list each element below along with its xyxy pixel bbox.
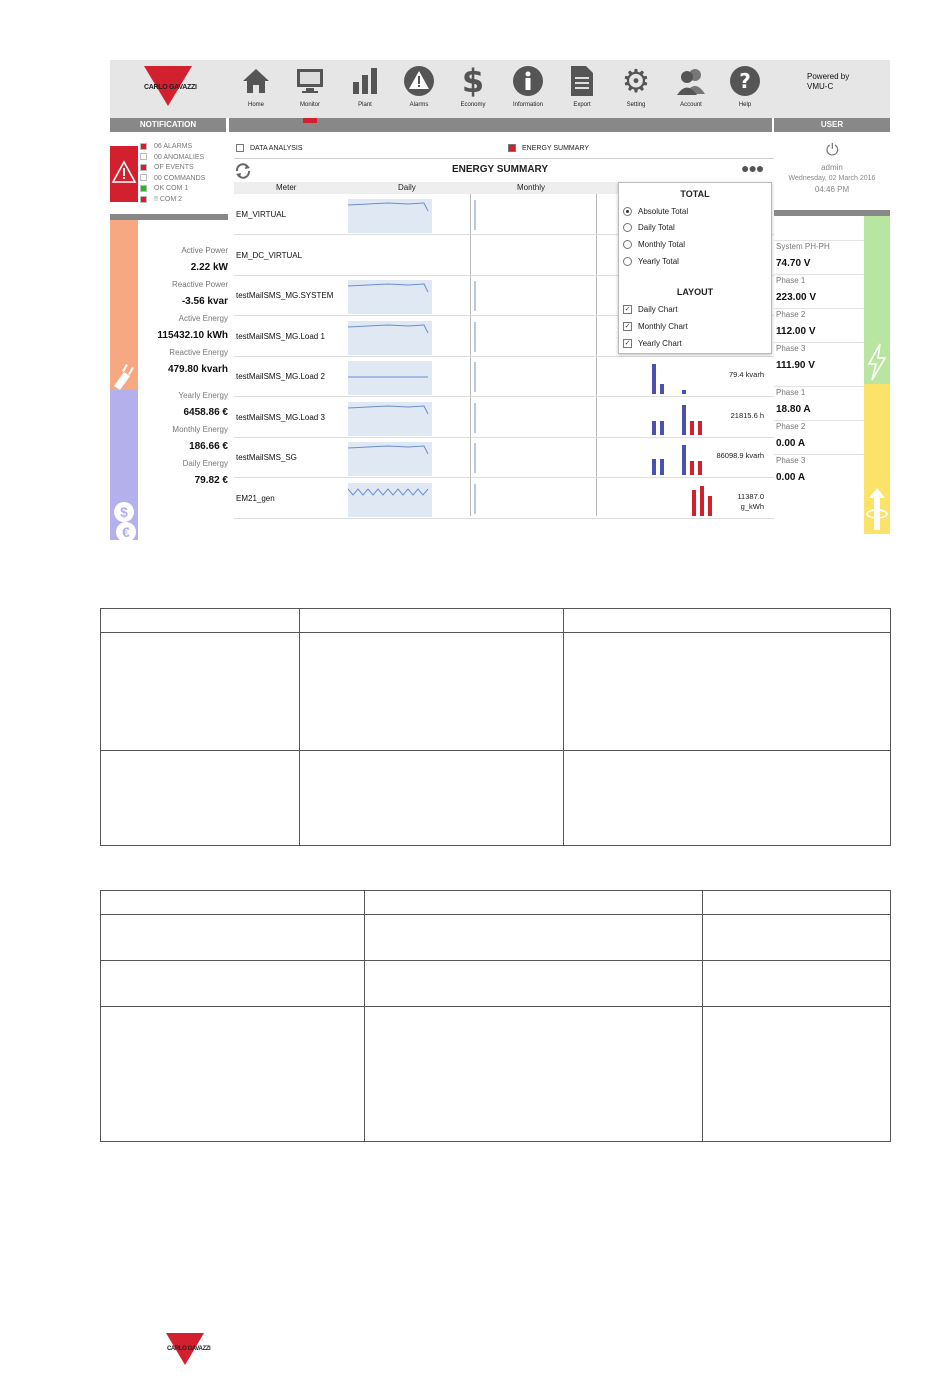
current-strip	[864, 384, 890, 534]
daily-chart	[348, 402, 432, 436]
divider	[234, 158, 774, 159]
monthly-chart	[474, 443, 476, 473]
checkbox-label: DATA ANALYSIS	[250, 144, 303, 152]
left-value: 186.66 €	[189, 441, 228, 452]
powered-by-product: VMU-C	[807, 82, 834, 91]
checkbox-box: ✓	[624, 323, 631, 331]
logo-text: CARLO GAVAZZI	[144, 84, 197, 91]
notification-item[interactable]	[140, 174, 205, 185]
lightning-icon	[864, 342, 890, 382]
table-2	[100, 890, 891, 1142]
right-value: 112.00 V	[776, 326, 816, 337]
economy-strip	[110, 390, 138, 540]
nav-label: Monitor	[299, 102, 320, 108]
checkbox-box	[236, 144, 244, 152]
user-date: Wednesday, 02 March 2016	[788, 175, 876, 182]
nav-label: Plant	[358, 102, 372, 108]
active-nav-marker	[303, 118, 317, 123]
yearly-bar	[660, 459, 664, 475]
nav-economy[interactable]	[448, 64, 498, 108]
info-icon	[511, 64, 545, 98]
left-value-label: Daily Energy	[182, 459, 228, 468]
right-value-label: System PH-PH	[776, 242, 830, 251]
option-daily-total[interactable]	[623, 223, 675, 232]
table-cell	[365, 891, 703, 915]
warning-icon	[402, 64, 436, 98]
radio-button	[623, 257, 632, 266]
yearly-bar	[660, 384, 664, 394]
option-label: Monthly Total	[638, 240, 685, 249]
meter-name[interactable]: testMailSMS_SG	[236, 453, 297, 462]
row-divider	[234, 437, 774, 438]
svg-text:?: ?	[739, 69, 751, 93]
column-meter: Meter	[276, 183, 297, 192]
nav-home[interactable]	[231, 64, 281, 108]
nav-alarms[interactable]	[394, 64, 444, 108]
nav-label: Home	[247, 102, 264, 108]
left-value: 115432.10 kWh	[157, 330, 228, 341]
right-value-label: Phase 2	[776, 422, 806, 431]
notification-bar: NOTIFICATION	[110, 118, 226, 132]
status-square	[140, 174, 147, 181]
daily-chart	[348, 321, 432, 355]
status-square	[140, 164, 147, 171]
checkbox-box: ✓	[624, 340, 631, 348]
table-cell	[564, 633, 891, 751]
meter-name[interactable]: testMailSMS_MG.SYSTEM	[236, 291, 334, 300]
table-1	[100, 608, 891, 846]
row-divider	[774, 420, 864, 421]
row-divider	[234, 396, 774, 397]
right-value: 74.70 V	[776, 258, 811, 269]
table-cell	[564, 751, 891, 846]
user-info	[774, 162, 890, 195]
yearly-value: 79.4 kvarh	[728, 370, 764, 379]
notification-item[interactable]	[140, 142, 205, 153]
nav-information[interactable]	[503, 64, 553, 108]
powered-by	[807, 72, 849, 92]
euro-coin-icon: €	[116, 522, 136, 540]
daily-chart	[348, 280, 432, 314]
option-yearly-chart[interactable]	[623, 339, 682, 348]
screenshot	[110, 60, 890, 540]
left-value-label: Monthly Energy	[172, 425, 228, 434]
gear-icon: ⚙	[621, 62, 651, 100]
bar-chart-icon	[348, 64, 382, 98]
dollar-icon: $	[461, 62, 485, 100]
right-value: 111.90 V	[776, 360, 815, 371]
table-cell	[564, 609, 891, 633]
right-value: 0.00 A	[776, 438, 806, 449]
notification-text: OF EVENTS	[154, 164, 194, 172]
nav-monitor[interactable]	[285, 64, 335, 108]
left-value: 79.82 €	[194, 475, 228, 486]
yearly-bar	[652, 459, 656, 475]
layout-header: LAYOUT	[676, 287, 714, 297]
yearly-value: 86098.9 kvarh	[716, 451, 764, 460]
checkbox-box: ✓	[624, 306, 631, 314]
right-value: 18.80 A	[776, 404, 811, 415]
table-cell	[703, 961, 891, 1007]
table-cell	[101, 1007, 365, 1142]
option-label: Monthly Chart	[638, 322, 688, 331]
nav-label: Account	[680, 102, 702, 108]
options-popup	[618, 182, 772, 354]
left-value: 6458.86 €	[183, 407, 228, 418]
left-value: -3.56 kvar	[181, 296, 228, 307]
status-square	[140, 185, 147, 192]
checkbox-label: ENERGY SUMMARY	[522, 144, 590, 152]
table-cell	[300, 609, 564, 633]
notification-text: 00 ANOMALIES	[154, 153, 205, 161]
left-value-label: Active Energy	[178, 314, 228, 323]
data-analysis-checkbox[interactable]	[236, 144, 303, 152]
right-value-label: Phase 1	[776, 388, 806, 397]
option-absolute-total[interactable]	[623, 207, 688, 216]
right-value: 0.00 A	[776, 472, 806, 483]
yearly-bar	[660, 421, 664, 435]
nav-account[interactable]	[666, 64, 716, 108]
yearly-bar	[698, 461, 702, 475]
status-square	[140, 153, 147, 160]
yearly-bar	[700, 486, 704, 516]
right-value-label: Phase 2	[776, 310, 806, 319]
yearly-bar	[692, 490, 696, 516]
total-header: TOTAL	[680, 189, 710, 199]
nav-label: Alarms	[409, 102, 429, 108]
monthly-chart	[474, 281, 476, 311]
energy-summary-checkbox[interactable]	[508, 144, 589, 152]
notification-list	[140, 142, 205, 206]
alarm-indicator[interactable]	[110, 146, 138, 202]
notification-text: 00 COMMANDS	[154, 174, 206, 182]
left-value-label: Reactive Energy	[169, 348, 228, 357]
daily-chart	[348, 442, 432, 476]
option-label: Yearly Chart	[638, 339, 682, 348]
yearly-bar	[682, 445, 686, 475]
row-divider	[774, 342, 864, 343]
left-value: 2.22 kW	[190, 262, 228, 273]
table-cell	[101, 751, 300, 846]
right-value-label: Phase 3	[776, 456, 806, 465]
row-divider	[774, 240, 864, 241]
top-bar	[110, 60, 890, 118]
right-value-label: Phase 1	[776, 276, 806, 285]
table-cell	[703, 1007, 891, 1142]
checkbox-box	[508, 144, 516, 152]
status-square	[140, 143, 147, 150]
table-cell	[703, 915, 891, 961]
panel-title: ENERGY SUMMARY	[451, 164, 549, 175]
yearly-bar	[690, 421, 694, 435]
row-divider	[234, 518, 774, 519]
power-strip	[110, 220, 138, 390]
yearly-value: 21815.6 h	[730, 410, 764, 420]
right-value-label: Phase 3	[776, 344, 806, 353]
table-cell	[101, 961, 365, 1007]
monthly-chart	[474, 322, 476, 352]
option-label: Yearly Total	[638, 257, 679, 266]
table-cell	[365, 915, 703, 961]
monthly-chart	[474, 403, 476, 433]
meter-name[interactable]: testMailSMS_MG.Load 3	[236, 412, 325, 422]
option-daily-chart[interactable]	[623, 305, 678, 314]
nav-help[interactable]	[720, 64, 770, 108]
yearly-value: 11387.0 g_kWh	[737, 491, 764, 511]
left-value: 479.80 kvarh	[167, 364, 228, 375]
column-monthly: Monthly	[517, 183, 546, 192]
yearly-bar	[708, 496, 712, 516]
right-value: 223.00 V	[776, 292, 817, 303]
notification-item[interactable]	[140, 163, 205, 174]
status-square	[140, 196, 147, 203]
table-cell	[300, 633, 564, 751]
plug-icon	[110, 350, 138, 390]
option-monthly-chart[interactable]	[623, 322, 688, 331]
nav-label: Information	[512, 102, 543, 108]
user-name: admin	[821, 163, 843, 172]
table-cell	[300, 751, 564, 846]
monitor-icon	[293, 64, 327, 98]
help-icon	[728, 64, 762, 98]
notification-item[interactable]	[140, 195, 205, 206]
meter-name[interactable]: EM21_gen	[236, 493, 275, 503]
voltage-strip	[864, 216, 890, 384]
notification-item[interactable]	[140, 184, 205, 195]
powered-by-label: Powered by	[807, 72, 850, 81]
users-icon	[674, 64, 708, 98]
radio-button	[623, 240, 632, 249]
row-divider	[774, 308, 864, 309]
option-monthly-total[interactable]	[623, 240, 685, 249]
nav-label: Economy	[460, 102, 486, 108]
yearly-bar	[682, 405, 686, 435]
table-cell	[101, 633, 300, 751]
footer-logo-text: CARLO GAVAZZI	[167, 1346, 211, 1352]
nav-setting[interactable]	[611, 64, 661, 108]
meter-name[interactable]: testMailSMS_MG.Load 1	[236, 331, 325, 341]
nav-label: Export	[573, 102, 591, 108]
row-divider	[774, 386, 864, 387]
monthly-chart	[474, 484, 476, 514]
notification-text: OK COM 1	[154, 185, 189, 193]
user-bar: USER	[774, 118, 890, 132]
row-divider	[234, 356, 774, 357]
notification-item[interactable]	[140, 153, 205, 164]
meter-name[interactable]: EM_DC_VIRTUAL	[236, 250, 303, 260]
current-icon	[864, 484, 890, 534]
notification-text: 06 ALARMS	[154, 143, 193, 150]
nav-label: Help	[738, 102, 752, 108]
option-label: Daily Chart	[638, 305, 678, 314]
yearly-bar	[698, 421, 702, 435]
row-divider	[234, 477, 774, 478]
monthly-chart	[474, 200, 476, 230]
option-yearly-total[interactable]	[623, 257, 679, 266]
daily-chart	[348, 361, 432, 395]
column-daily: Daily	[398, 183, 416, 192]
table-cell	[365, 961, 703, 1007]
yearly-bar	[652, 421, 656, 435]
yearly-bar	[682, 390, 686, 394]
left-value-label: Reactive Power	[171, 280, 228, 289]
left-value-label: Active Power	[181, 246, 228, 255]
table-cell	[101, 915, 365, 961]
table-cell	[703, 891, 891, 915]
monthly-chart	[474, 362, 476, 392]
radio-button	[623, 207, 632, 216]
nav-plant[interactable]	[340, 64, 390, 108]
home-icon	[239, 64, 273, 98]
table-cell	[101, 891, 365, 915]
yearly-bar	[690, 461, 694, 475]
meter-name[interactable]: testMailSMS_MG.Load 2	[236, 372, 325, 381]
radio-button	[623, 223, 632, 232]
nav-label: Setting	[626, 102, 646, 108]
table-cell	[101, 609, 300, 633]
dollar-coin-icon: $	[114, 502, 134, 522]
row-divider	[774, 454, 864, 455]
daily-chart	[348, 483, 432, 517]
row-divider	[774, 274, 864, 275]
document-icon	[565, 64, 599, 98]
meter-name[interactable]: EM_VIRTUAL	[236, 210, 287, 219]
notification-text: !! COM 2	[154, 195, 183, 203]
option-label: Daily Total	[638, 223, 675, 232]
user-time: 04:46 PM	[814, 185, 850, 194]
more-options-icon[interactable]: ●●●	[741, 160, 764, 176]
power-icon[interactable]: ⏻	[826, 142, 839, 159]
option-label: Absolute Total	[638, 207, 689, 216]
yearly-bar	[652, 364, 656, 394]
nav-export[interactable]	[557, 64, 607, 108]
left-value-label: Yearly Energy	[178, 391, 228, 400]
table-cell	[365, 1007, 703, 1142]
daily-chart	[348, 199, 432, 233]
